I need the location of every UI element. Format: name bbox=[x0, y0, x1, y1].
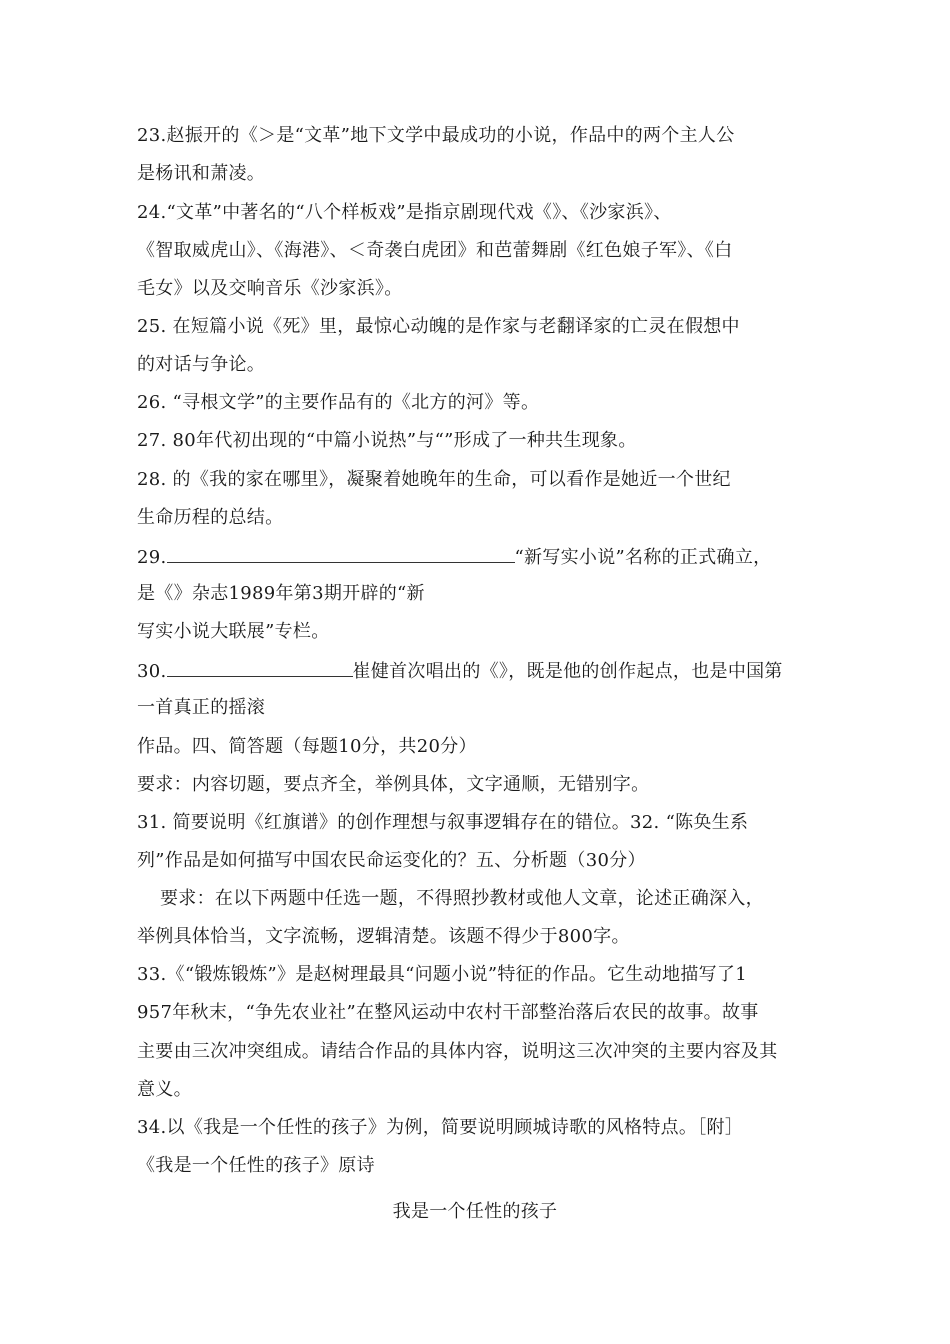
question-30-line bbox=[137, 658, 783, 684]
text-line: 要求：在以下两题中任选一题，不得照抄教材或他人文章，论述正确深入， bbox=[160, 888, 764, 909]
question-text: “新写实小说”名称的正式确立， bbox=[514, 547, 772, 568]
text-line: 举例具体恰当，文字流畅，逻辑清楚。该题不得少于800字。 bbox=[137, 926, 630, 947]
text-line: 957年秋末，“争先农业社”在整风运动中农村干部整治落后农民的故事。故事 bbox=[137, 1002, 759, 1023]
text-line: 生命历程的总结。 bbox=[137, 507, 284, 528]
text-line: 《智取威虎山》、《海港》、＜奇袭白虎团》和芭蕾舞剧《红色娘子军》、《白 bbox=[137, 240, 733, 261]
question-number: 30. bbox=[137, 661, 167, 682]
text-line: 一首真正的摇滚 bbox=[137, 697, 266, 718]
text-line: 意义。 bbox=[137, 1079, 192, 1100]
text-line: 24.“文革”中著名的“八个样板戏”是指京剧现代戏《》、《沙家浜》、 bbox=[137, 202, 672, 223]
text-line: 27. 80年代初出现的“中篇小说热”与“”形成了一种共生现象。 bbox=[137, 430, 637, 451]
text-line: 是杨讯和萧凌。 bbox=[137, 163, 266, 184]
text-line: 31. 简要说明《红旗谱》的创作理想与叙事逻辑存在的错位。32. “陈奂生系 bbox=[137, 812, 749, 833]
text-line: 26. “寻根文学”的主要作品有的《北方的河》等。 bbox=[137, 392, 540, 413]
text-line: 33.《“锻炼锻炼”》是赵树理最具“问题小说”特征的作品。它生动地描写了1 bbox=[137, 964, 747, 985]
text-line: 毛女》以及交响音乐《沙家浜》。 bbox=[137, 278, 403, 299]
text-line: 列”作品是如何描写中国农民命运变化的？五、分析题（30分） bbox=[137, 850, 646, 871]
text-line: 要求：内容切题，要点齐全，举例具体，文字通顺，无错别字。 bbox=[137, 774, 650, 795]
text-line: 28. 的《我的家在哪里》，凝聚着她晚年的生命，可以看作是她近一个世纪 bbox=[137, 469, 731, 490]
text-line: 写实小说大联展”专栏。 bbox=[137, 621, 330, 642]
text-line: 34.以《我是一个任性的孩子》为例，简要说明顾城诗歌的风格特点。［附］ bbox=[137, 1117, 744, 1138]
text-line: 主要由三次冲突组成。请结合作品的具体内容，说明这三次冲突的主要内容及其 bbox=[137, 1041, 778, 1062]
question-text: 崔健首次唱出的《》，既是他的创作起点，也是中国第 bbox=[352, 661, 783, 682]
question-number: 29. bbox=[137, 547, 167, 568]
fill-in-blank bbox=[167, 658, 353, 677]
text-line: 作品。四、简答题（每题10分，共20分） bbox=[137, 736, 477, 757]
poem-title: 我是一个任性的孩子 bbox=[392, 1201, 558, 1222]
text-line: 的对话与争论。 bbox=[137, 354, 266, 375]
text-line: 是《》杂志1989年第3期开辟的“新 bbox=[137, 583, 425, 604]
text-line: 23.赵振开的《＞是“文革”地下文学中最成功的小说，作品中的两个主人公 bbox=[137, 125, 735, 146]
text-line: 25. 在短篇小说《死》里，最惊心动魄的是作家与老翻译家的亡灵在假想中 bbox=[137, 316, 740, 337]
question-29-line bbox=[137, 544, 771, 570]
fill-in-blank bbox=[167, 544, 515, 563]
text-line: 《我是一个任性的孩子》原诗 bbox=[137, 1155, 375, 1176]
